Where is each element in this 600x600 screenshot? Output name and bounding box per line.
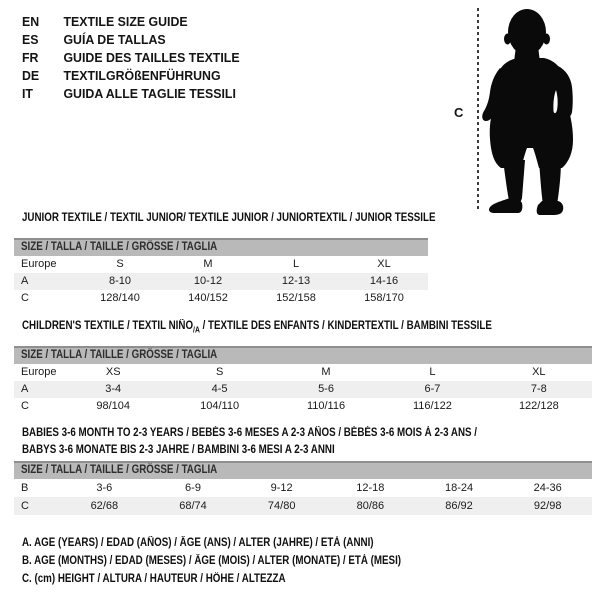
- table-row: [14, 273, 428, 290]
- cell: 12-13: [281, 275, 311, 287]
- footnote-c: C. (cm) HEIGHT / ALTURA / HAUTEUR / HÖHE / ALTEZZA: [22, 573, 286, 585]
- language-row-de: [22, 67, 240, 85]
- cell: 68/74: [179, 500, 207, 512]
- cell: 8-10: [108, 275, 132, 287]
- cell: 62/68: [90, 500, 119, 512]
- junior-section-title: JUNIOR TEXTILE / TEXTIL JUNIOR/ TEXTILE JUNIOR / JUNIORTEXTIL / JUNIOR TESSILE: [22, 212, 436, 224]
- row-label: B: [21, 482, 29, 494]
- cell: 152/158: [276, 292, 316, 304]
- language-label: TEXTILGRÖßENFÜHRUNG: [63, 68, 221, 83]
- cell: S: [116, 258, 124, 270]
- cell: 92/98: [533, 500, 562, 512]
- language-code: EN: [22, 14, 40, 29]
- cell: 10-12: [193, 275, 223, 287]
- junior-size-table: [14, 238, 428, 307]
- cell: M: [321, 366, 331, 378]
- cell: 116/122: [412, 400, 452, 412]
- row-label: A: [21, 275, 29, 287]
- cell: XL: [532, 366, 546, 378]
- cell: 122/128: [518, 400, 559, 412]
- cell: 18-24: [444, 482, 474, 494]
- row-label: C: [21, 500, 29, 512]
- table-header-bar: SIZE / TALLA / TAILLE / GRÖSSE / TAGLIA: [14, 461, 592, 479]
- table-row: [14, 381, 592, 398]
- children-section-title: CHILDREN'S TEXTILE / TEXTIL $NIÑO_{/A}$ / TEXTILE DES ENFANTS / KINDERTEXTIL / BAMBINI TESSILE: [22, 320, 492, 335]
- table-header-bar: SIZE / TALLA / TAILLE / GRÖSSE / TAGLIA: [14, 346, 592, 364]
- cell: 104/110: [200, 400, 240, 412]
- footnotes: [22, 534, 468, 588]
- babies-size-table: [14, 461, 592, 515]
- cell: 74/80: [267, 500, 296, 512]
- cell: 14-16: [369, 275, 399, 287]
- cell: XS: [105, 366, 121, 378]
- cell: 9-12: [270, 482, 293, 494]
- footnote-b: B. AGE (MONTHS) / EDAD (MESES) / ÂGE (MOIS) / ALTER (MONATE) / ETÀ (MESI): [22, 555, 402, 567]
- table-row: [14, 290, 428, 307]
- row-label: C: [21, 400, 29, 412]
- language-code: DE: [22, 68, 40, 83]
- language-row-en: [22, 13, 240, 31]
- cell: 6-7: [424, 383, 441, 395]
- cell: L: [429, 366, 436, 378]
- cell: L: [292, 258, 300, 270]
- row-label: A: [21, 383, 29, 395]
- table-row: [14, 256, 428, 273]
- cell: 7-8: [530, 383, 547, 395]
- row-label: C: [21, 292, 29, 304]
- language-label: TEXTILE SIZE GUIDE: [63, 14, 188, 29]
- row-label: Europe: [21, 366, 57, 378]
- table-row: [14, 364, 592, 381]
- row-label: Europe: [21, 258, 57, 270]
- language-label: GUÍA DE TALLAS: [63, 32, 166, 47]
- cell: 158/170: [364, 292, 404, 304]
- cell: M: [203, 258, 213, 270]
- table-row: [14, 479, 592, 497]
- baby-silhouette-icon: [480, 2, 598, 218]
- cell: 110/116: [306, 400, 346, 412]
- language-row-it: [22, 85, 240, 103]
- language-code: FR: [22, 50, 39, 65]
- cell: S: [215, 366, 224, 378]
- cell: 24-36: [533, 482, 562, 494]
- babies-section-title: BABIES 3-6 MONTH TO 2-3 YEARS / BEBÉS 3-6 MESES A 2-3 AÑOS / BÉBÉS 3-6 MOIS À 2-3 ANS / BABYS 3-6 MONATE BIS 2-3 JAHRE / BAMBINI 3-6 MESI A 2-3 ANNI: [22, 427, 478, 456]
- children-size-table: [14, 346, 592, 415]
- cell: 128/140: [100, 292, 140, 304]
- language-label: GUIDA ALLE TAGLIE TESSILI: [63, 86, 236, 101]
- table-row: [14, 398, 592, 415]
- cell: 12-18: [356, 482, 385, 494]
- cell: 4-5: [211, 383, 228, 395]
- table-header-bar: SIZE / TALLA / TAILLE / GRÖSSE / TAGLIA: [14, 238, 428, 256]
- cell: 86/92: [445, 500, 473, 512]
- cell: XL: [377, 258, 391, 270]
- language-code: IT: [22, 86, 33, 101]
- cell: 80/86: [356, 500, 385, 512]
- table-row: [14, 497, 592, 515]
- cell: 3-6: [96, 482, 113, 494]
- cell: 3-4: [105, 383, 122, 395]
- cell: 5-6: [318, 383, 334, 395]
- language-label: GUIDE DES TAILLES TEXTILE: [63, 50, 240, 65]
- cell: 140/152: [188, 292, 228, 304]
- language-row-es: [22, 31, 240, 49]
- cell: 6-9: [185, 482, 201, 494]
- cell: 98/104: [96, 400, 131, 412]
- language-list: [22, 13, 251, 103]
- footnote-a: A. AGE (YEARS) / EDAD (AÑOS) / ÂGE (ANS) / ALTER (JAHRE) / ETÀ (ANNI): [22, 537, 374, 549]
- height-measure-label: C: [454, 105, 464, 120]
- language-row-fr: [22, 49, 240, 67]
- language-code: ES: [22, 32, 39, 47]
- height-measure-line: [477, 8, 479, 211]
